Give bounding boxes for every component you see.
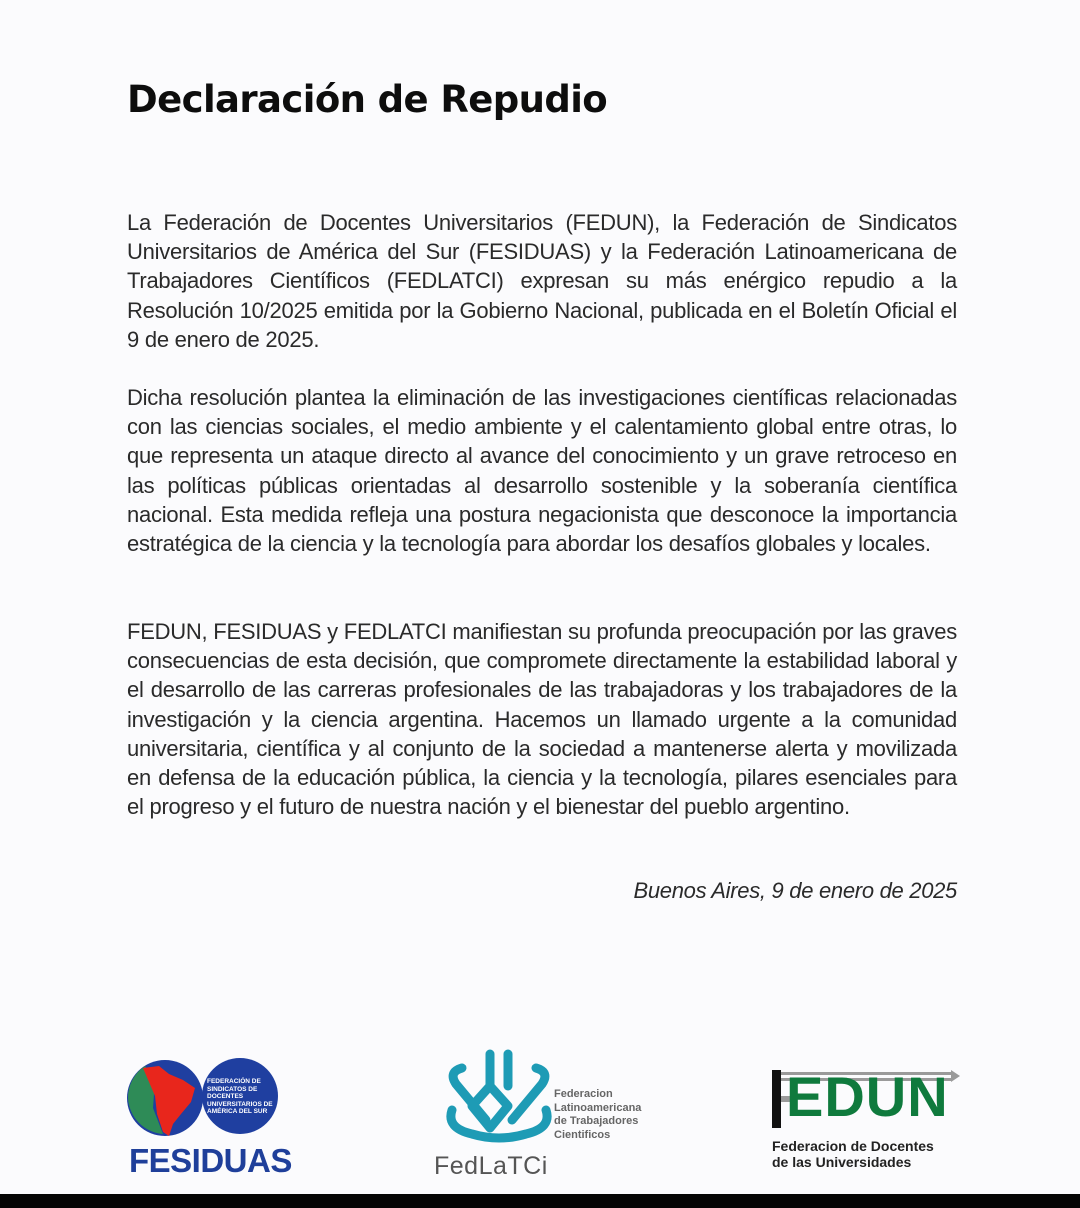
fedlatci-name: FedLaTCi [434,1152,548,1180]
fedlatci-tagline: Federacion Latinoamericana de Trabajadores Cientificos [554,1088,642,1141]
fesiduas-tagline: FEDERACIÓN DE SINDICATOS DE DOCENTES UNIVERSITARIOS DE AMÉRICA DEL SUR [207,1078,273,1115]
fedun-name: EDUN [786,1065,949,1128]
paragraph-3: FEDUN, FESIDUAS y FEDLATCI manifiestan su profunda preocupación por las graves consecuencias de esta decisión, que compromete directamente la estabilidad laboral y el desarrollo de las carreras profesionales de las trabajadoras y los trabajadores de la investigación y la ciencia argentina. Hacemos un llamado urgente a la comunidad universitaria, científica y al conjunto de la sociedad a mantenerse alerta y movilizada en defensa de la educación pública, la ciencia y la tecnología, pilares esenciales para el progreso y el futuro de nuestra nación y el bienestar del pueblo argentino. [127,619,957,820]
fesiduas-logo [125,1058,292,1183]
bottom-bar [0,1194,1080,1208]
document-title: Declaración de Repudio [127,78,608,121]
fedun-tagline: Federacion de Docentes de las Universidades [772,1138,934,1170]
fesiduas-name: FESIDUAS [129,1142,292,1179]
paragraph-2: Dicha resolución plantea la eliminación de las investigaciones científicas relacionadas con las ciencias sociales, el medio ambiente y el calentamiento global entre otras, lo que representa un ataque directo al avance del conocimiento y un grave retroceso en las políticas públicas orientadas al desarrollo sostenible y la soberanía científica nacional. Esta medida refleja una postura negacionista que desconoce la importancia estratégica de la ciencia y la tecnología para abordar los desafíos globales y locales. [127,385,957,557]
paragraph-1: La Federación de Docentes Universitarios (FEDUN), la Federación de Sindicatos Universitarios de América del Sur (FESIDUAS) y la Federación Latinoamericana de Trabajadores Científicos (FEDLATCI) expresan su más enérgico repudio a la Resolución 10/2025 emitida por la Gobierno Nacional, publicada en el Boletín Oficial el 9 de enero de 2025. [127,210,957,352]
fedlatci-logo [432,1048,662,1183]
place-date-signature: Buenos Aires, 9 de enero de 2025 [633,878,957,903]
fedun-logo [768,1066,968,1176]
fedlatci-emblem-icon [442,1048,557,1148]
